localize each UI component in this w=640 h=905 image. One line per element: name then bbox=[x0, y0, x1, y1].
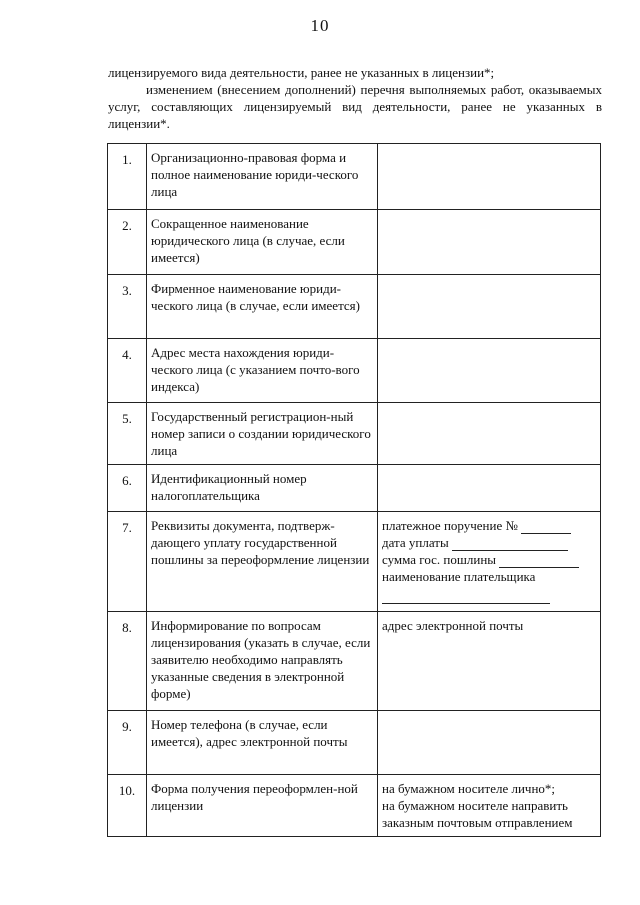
table-row bbox=[108, 775, 601, 837]
payment-order-blank[interactable] bbox=[521, 521, 571, 534]
license-form-table bbox=[107, 143, 601, 837]
table-row bbox=[108, 210, 601, 275]
table-row bbox=[108, 512, 601, 612]
payer-name-blank[interactable] bbox=[382, 591, 550, 604]
delivery-options-cell[interactable] bbox=[378, 775, 601, 837]
row-label: Адрес места нахождения юриди-ческого лица (с указанием почто-вого индекса) bbox=[147, 339, 378, 403]
row-label: Идентификационный номер налогоплательщика bbox=[147, 465, 378, 512]
table-row bbox=[108, 275, 601, 339]
row-label: Реквизиты документа, подтверж-дающего уплату государственной пошлины за переоформление лицензии bbox=[147, 512, 378, 612]
delivery-option-in-person: на бумажном носителе лично*; bbox=[382, 781, 556, 796]
page-number: 10 bbox=[310, 16, 330, 35]
row-number: 2. bbox=[108, 210, 147, 275]
row-value-cell[interactable] bbox=[378, 275, 601, 339]
row-number: 4. bbox=[108, 339, 147, 403]
row-label: Государственный регистрацион-ный номер записи о создании юридического лица bbox=[147, 403, 378, 465]
row-number: 9. bbox=[108, 711, 147, 775]
payment-date-blank[interactable] bbox=[452, 538, 568, 551]
row-value-cell[interactable] bbox=[378, 403, 601, 465]
row-label: Фирменное наименование юриди-ческого лица (в случае, если имеется) bbox=[147, 275, 378, 339]
intro-line-2: изменением (внесением дополнений) перечня выполняемых работ, оказываемых услуг, составляющих лицензируемый вид деятельности, ранее не указанных в лицензии*. bbox=[108, 82, 602, 131]
row-value-cell[interactable] bbox=[378, 210, 601, 275]
payer-name-label: наименование плательщика bbox=[382, 569, 536, 584]
table-row bbox=[108, 612, 601, 711]
row-value-cell[interactable] bbox=[378, 144, 601, 210]
row-number: 8. bbox=[108, 612, 147, 711]
row-value-cell[interactable] bbox=[378, 465, 601, 512]
table-row bbox=[108, 465, 601, 512]
row-value-cell[interactable] bbox=[378, 339, 601, 403]
row-number: 1. bbox=[108, 144, 147, 210]
payment-details-cell[interactable] bbox=[378, 512, 601, 612]
table-row bbox=[108, 339, 601, 403]
row-number: 7. bbox=[108, 512, 147, 612]
table-row bbox=[108, 144, 601, 210]
row-number: 3. bbox=[108, 275, 147, 339]
email-details-cell[interactable] bbox=[378, 612, 601, 711]
intro-line-1: лицензируемого вида деятельности, ранее не указанных в лицензии*; bbox=[108, 65, 495, 80]
table-row bbox=[108, 403, 601, 465]
delivery-option-by-mail: на бумажном носителе направить заказным почтовым отправлением bbox=[382, 798, 573, 830]
fee-amount-blank[interactable] bbox=[499, 555, 579, 568]
intro-text bbox=[108, 64, 602, 132]
row-number: 5. bbox=[108, 403, 147, 465]
row-label: Информирование по вопросам лицензирования (указать в случае, если заявителю необходимо направлять указанные сведения в электронной форме) bbox=[147, 612, 378, 711]
row-number: 6. bbox=[108, 465, 147, 512]
row-value-cell[interactable] bbox=[378, 711, 601, 775]
row-label: Номер телефона (в случае, если имеется), адрес электронной почты bbox=[147, 711, 378, 775]
row-label: Организационно-правовая форма и полное наименование юриди-ческого лица bbox=[147, 144, 378, 210]
payment-date-label: дата уплаты bbox=[382, 535, 449, 550]
table-row bbox=[108, 711, 601, 775]
row-label: Сокращенное наименование юридического лица (в случае, если имеется) bbox=[147, 210, 378, 275]
row-label: Форма получения переоформлен-ной лицензии bbox=[147, 775, 378, 837]
fee-amount-label: сумма гос. пошлины bbox=[382, 552, 497, 567]
payment-order-label: платежное поручение № bbox=[382, 518, 518, 533]
row-number: 10. bbox=[108, 775, 147, 837]
email-label: адрес электронной почты bbox=[382, 618, 524, 633]
